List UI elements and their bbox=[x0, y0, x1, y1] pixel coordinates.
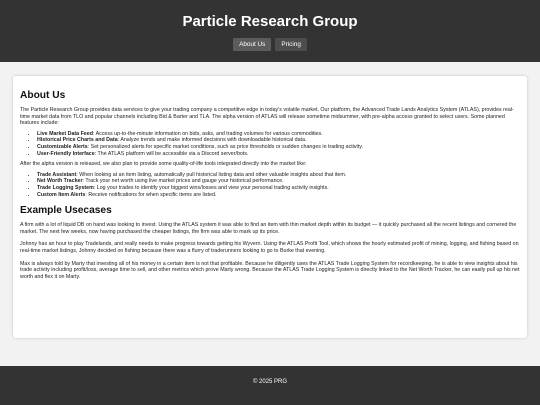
list-item bbox=[37, 151, 520, 158]
after-alpha-text: After the alpha version is released, we also plan to provide some quality-of-life tools integrated directly into the market like: bbox=[20, 161, 307, 168]
feature-list bbox=[20, 131, 520, 157]
tool-name: Trade Assistant bbox=[37, 171, 77, 178]
feature-name: Customizable Alerts bbox=[37, 143, 88, 150]
list-item bbox=[37, 192, 520, 199]
tool-desc: : Receive notifications for when specific items are listed. bbox=[85, 191, 217, 198]
site-header bbox=[0, 0, 540, 62]
feature-desc: : Set personalized alerts for specific market conditions, such as price thresholds or sudden changes in trading activity. bbox=[87, 143, 363, 150]
tool-desc: : Log your trades to identify your biggest wins/losses and view your personal trading activity insights. bbox=[93, 184, 329, 191]
nav-about-us[interactable]: About Us bbox=[233, 38, 271, 51]
list-item bbox=[37, 178, 520, 185]
list-item bbox=[37, 137, 520, 144]
feature-name: User-Friendly Interface bbox=[37, 150, 95, 157]
list-item bbox=[37, 131, 520, 138]
about-intro: The Particle Research Group provides data services to give your trading company a competitive edge in today's volatile market. Our platform, the Advanced Trade Lands Analytics System (ATLAS), provides real-time market data from TLO and popular channels including Bid & Barter and TLA. The alpha version of ATLAS will release sometime midsummer, with pre-alpha access granted to select users. Some planned features include: bbox=[20, 107, 514, 127]
usecase-paragraph: A firm with a lot of liquid DB on hand was looking to invest. Using the ATLAS system it was able to find an item with thin market depth within its budget — it quickly purchased all the recent listings and cornered the market. The next few weeks, now having purchased the cheaper listings, the firm was able to mark up its price. bbox=[20, 222, 517, 235]
tool-desc: : When looking at an item listing, automatically pull historical listing data and other valuable insights about that item. bbox=[76, 171, 347, 178]
main-nav bbox=[0, 38, 540, 51]
usecase-paragraph: Johnny has an hour to play Tradelands, and really needs to make progress towards getting his Wyvern. Using the ATLAS Profit Tool, which shows the hourly estimated profit of mining, logging, and fishing based on real-time market listings, Johnny decided on fishing because there was a flurry of traderunners looking to go to Burke that evening. bbox=[20, 241, 519, 254]
copyright-text: © 2025 PRG bbox=[252, 379, 288, 385]
usecases-heading: Example Usecases bbox=[20, 205, 112, 217]
feature-name: Historical Price Charts and Data bbox=[37, 137, 118, 144]
feature-desc: : Access up-to-the-minute information on bids, asks, and trading volumes for various commodities. bbox=[92, 130, 323, 137]
site-footer bbox=[0, 366, 540, 405]
tool-name: Custom Item Alerts bbox=[37, 191, 86, 198]
list-item bbox=[37, 172, 520, 179]
tool-desc: : Track your net worth using live market prices and gauge your historical performance. bbox=[82, 178, 284, 185]
feature-desc: : Analyze trends and make informed decisions with downloadable historical data. bbox=[117, 137, 307, 144]
tool-list bbox=[20, 172, 520, 198]
main-content bbox=[20, 86, 520, 284]
tool-name: Net Worth Tracker bbox=[37, 178, 83, 185]
nav-pricing[interactable]: Pricing bbox=[275, 38, 307, 51]
list-item bbox=[37, 144, 520, 151]
about-heading: About Us bbox=[20, 90, 66, 101]
content-card bbox=[13, 76, 527, 338]
tool-name: Trade Logging System bbox=[37, 184, 94, 191]
list-item bbox=[37, 185, 520, 192]
feature-desc: : The ATLAS platform will be accessible via a Discord server/bots. bbox=[94, 150, 249, 157]
usecase-paragraph: Max is always told by Marty that investing all of his money in a certain item is not that profitable. Because he diligently uses the ATLAS Trade Logging System for recordkeeping, he is able to view insights about his trade activity including profit/loss, average time to sell, and other metrics which prove Marty wrong. Because the ATLAS Trade Logging System is directly linked to the Net Worth Tracker, he can easily pull up his net worth and flex it on Marty. bbox=[20, 260, 520, 280]
site-title: Particle Research Group bbox=[182, 13, 358, 30]
feature-name: Live Market Data Feed bbox=[37, 130, 93, 137]
